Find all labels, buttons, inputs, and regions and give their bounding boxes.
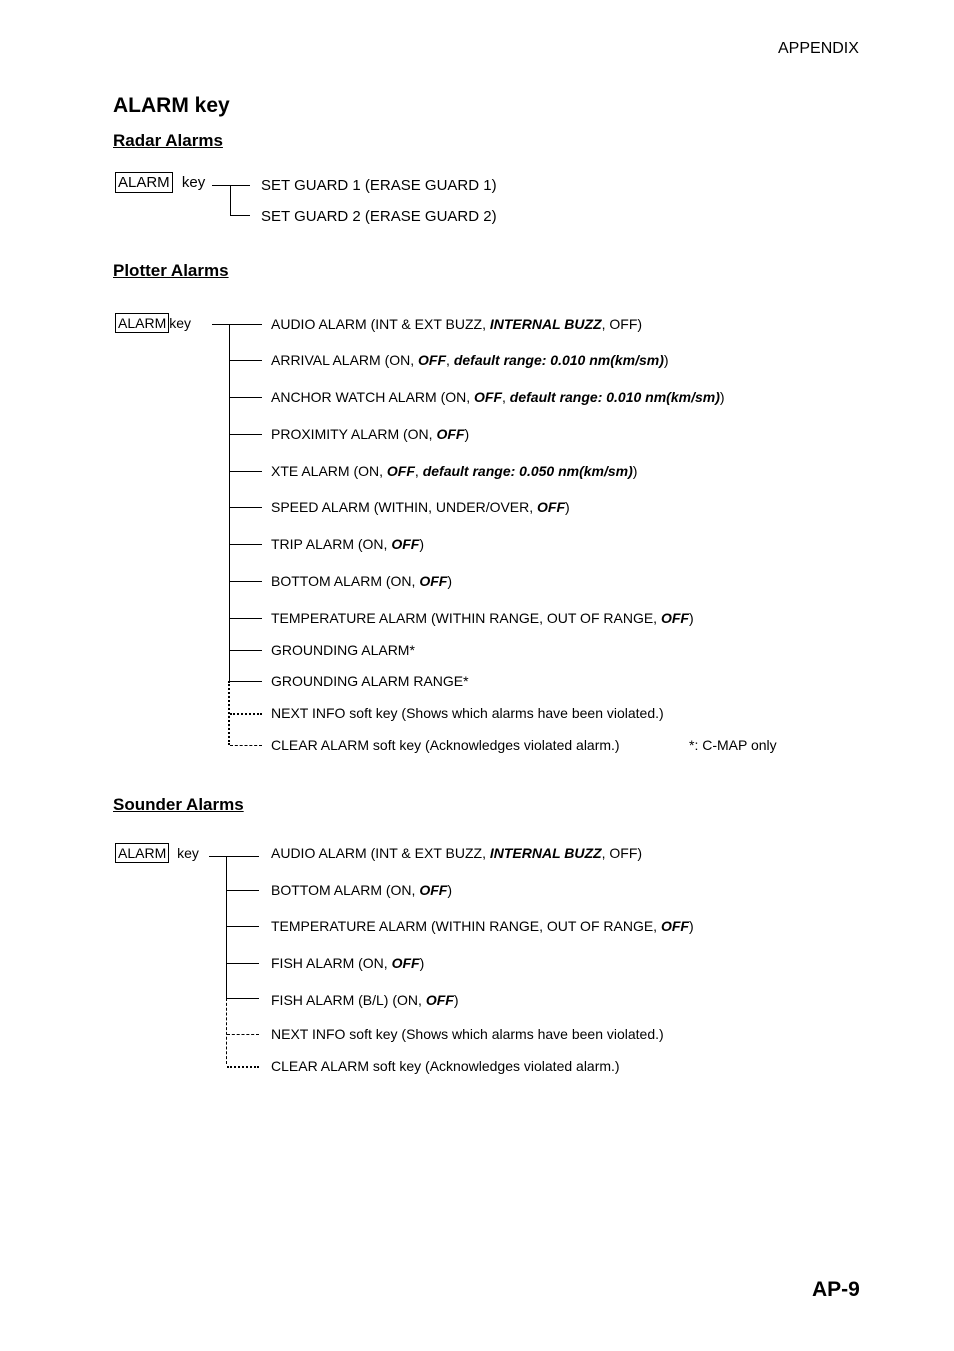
plotter-item-em: OFF xyxy=(386,463,415,479)
plotter-item-post: ) xyxy=(688,610,694,626)
sounder-item-post: ) xyxy=(453,992,459,1008)
plotter-item xyxy=(271,389,725,405)
plotter-key-label xyxy=(115,315,191,331)
radar-trunk xyxy=(230,185,231,215)
sounder-item-pre: TEMPERATURE ALARM (WITHIN RANGE, OUT OF RANGE, xyxy=(271,918,661,934)
plotter-branch-9 xyxy=(230,650,262,651)
sounder-item xyxy=(271,882,452,898)
radar-connector xyxy=(212,185,250,186)
plotter-item xyxy=(271,573,452,589)
radar-alarm-key-box: ALARM xyxy=(115,172,173,193)
sounder-item xyxy=(271,1058,620,1074)
plotter-cmap-note: *: C-MAP only xyxy=(689,737,777,753)
plotter-item-post: ) xyxy=(632,463,638,479)
plotter-item-em: OFF xyxy=(419,573,448,589)
sounder-key-suffix: key xyxy=(177,845,199,861)
plotter-item-pre: NEXT INFO soft key (Shows which alarms have been violated.) xyxy=(271,705,664,721)
plotter-item-pre: TEMPERATURE ALARM (WITHIN RANGE, OUT OF RANGE, xyxy=(271,610,661,626)
sounder-item-pre: CLEAR ALARM soft key (Acknowledges violated alarm.) xyxy=(271,1058,620,1074)
plotter-item-pre: ANCHOR WATCH ALARM (ON, xyxy=(271,389,475,405)
sounder-key-label xyxy=(115,845,199,861)
sounder-trunk-dashed xyxy=(226,998,227,1064)
sounder-item-em: OFF xyxy=(425,992,454,1008)
plotter-item-mid: , xyxy=(502,389,510,405)
plotter-item xyxy=(271,463,637,479)
plotter-item xyxy=(271,610,694,626)
plotter-item-em: OFF xyxy=(418,352,447,368)
sounder-item-pre: FISH ALARM (B/L) (ON, xyxy=(271,992,426,1008)
plotter-alarms-heading: Plotter Alarms xyxy=(113,261,229,280)
plotter-branch-7 xyxy=(230,581,262,582)
plotter-item xyxy=(271,316,642,332)
sounder-item-em: INTERNAL BUZZ xyxy=(489,845,602,861)
sounder-item-post: ) xyxy=(419,955,425,971)
sounder-alarms-heading: Sounder Alarms xyxy=(113,795,244,814)
plotter-item-post: ) xyxy=(663,352,669,368)
sounder-item xyxy=(271,955,424,971)
plotter-item xyxy=(271,536,424,552)
sounder-branch-5 xyxy=(227,1034,259,1035)
plotter-branch-2 xyxy=(230,397,262,398)
plotter-item xyxy=(271,673,469,689)
sounder-item-post: , OFF) xyxy=(601,845,643,861)
radar-branch xyxy=(230,215,250,216)
page-number: AP-9 xyxy=(812,1278,860,1301)
plotter-item-pre: BOTTOM ALARM (ON, xyxy=(271,573,420,589)
sounder-trunk xyxy=(226,856,227,998)
plotter-key-suffix: key xyxy=(169,315,192,331)
sounder-item-post: ) xyxy=(688,918,694,934)
plotter-item-mid: , xyxy=(414,463,423,479)
plotter-item-em: OFF xyxy=(391,536,420,552)
plotter-item-pre: PROXIMITY ALARM (ON, xyxy=(271,426,437,442)
plotter-item-em2: default range: 0.010 nm(km/sm) xyxy=(509,389,720,405)
sounder-item xyxy=(271,1026,664,1042)
plotter-item-mid: , xyxy=(446,352,454,368)
page-title: ALARM key xyxy=(113,94,230,117)
sounder-item-pre: AUDIO ALARM (INT & EXT BUZZ, xyxy=(271,845,490,861)
plotter-branch-1 xyxy=(230,360,262,361)
sounder-item-em: OFF xyxy=(419,882,448,898)
plotter-item-em2: default range: 0.050 nm(km/sm) xyxy=(422,463,633,479)
radar-key-label xyxy=(115,174,205,191)
plotter-branch-12 xyxy=(230,745,262,746)
plotter-item-post: , OFF) xyxy=(601,316,643,332)
plotter-trunk xyxy=(229,324,230,681)
plotter-item-post: ) xyxy=(447,573,452,589)
plotter-item-post: ) xyxy=(719,389,725,405)
plotter-item-pre: CLEAR ALARM soft key (Acknowledges violated alarm.) xyxy=(271,737,620,753)
plotter-item-pre: XTE ALARM (ON, xyxy=(271,463,387,479)
plotter-item-pre: TRIP ALARM (ON, xyxy=(271,536,392,552)
plotter-item-pre: GROUNDING ALARM* xyxy=(271,642,415,658)
plotter-connector xyxy=(212,324,262,325)
plotter-item xyxy=(271,705,664,721)
plotter-alarm-key-box: ALARM xyxy=(115,313,169,333)
plotter-item-post: ) xyxy=(419,536,424,552)
plotter-item-pre: ARRIVAL ALARM (ON, xyxy=(271,352,419,368)
sounder-branch-3 xyxy=(227,963,259,964)
radar-item-guard2: SET GUARD 2 (ERASE GUARD 2) xyxy=(261,208,497,225)
plotter-item-pre: SPEED ALARM (WITHIN, UNDER/OVER, xyxy=(271,499,538,515)
plotter-item-pre: GROUNDING ALARM RANGE* xyxy=(271,673,469,689)
sounder-item-pre: NEXT INFO soft key (Shows which alarms have been violated.) xyxy=(271,1026,664,1042)
plotter-item xyxy=(271,737,620,753)
plotter-item-em2: default range: 0.010 nm(km/sm) xyxy=(453,352,664,368)
plotter-branch-5 xyxy=(230,507,262,508)
plotter-item xyxy=(271,642,415,658)
sounder-item xyxy=(271,992,458,1008)
plotter-branch-11 xyxy=(230,713,262,715)
radar-alarms-heading: Radar Alarms xyxy=(113,131,223,150)
sounder-item xyxy=(271,918,694,934)
plotter-branch-10 xyxy=(230,681,262,682)
sounder-item-pre: BOTTOM ALARM (ON, xyxy=(271,882,420,898)
plotter-item-post: ) xyxy=(565,499,570,515)
sounder-item-em: OFF xyxy=(391,955,420,971)
sounder-item-post: ) xyxy=(447,882,452,898)
sounder-connector xyxy=(209,856,259,857)
sounder-branch-1 xyxy=(227,890,259,891)
sounder-item-em: OFF xyxy=(660,918,689,934)
plotter-item xyxy=(271,352,669,368)
radar-item-guard1: SET GUARD 1 (ERASE GUARD 1) xyxy=(261,177,497,194)
plotter-item-pre: AUDIO ALARM (INT & EXT BUZZ, xyxy=(271,316,490,332)
sounder-branch-6 xyxy=(227,1066,259,1068)
sounder-branch-4 xyxy=(227,998,259,999)
sounder-branch-2 xyxy=(227,926,259,927)
sounder-item-pre: FISH ALARM (ON, xyxy=(271,955,392,971)
sounder-alarm-key-box: ALARM xyxy=(115,843,169,863)
plotter-item-em: OFF xyxy=(436,426,465,442)
sounder-item xyxy=(271,845,642,861)
plotter-item-em: INTERNAL BUZZ xyxy=(489,316,602,332)
plotter-branch-3 xyxy=(230,434,262,435)
plotter-item xyxy=(271,426,469,442)
plotter-item xyxy=(271,499,570,515)
plotter-item-em: OFF xyxy=(474,389,503,405)
header-appendix: APPENDIX xyxy=(778,40,859,57)
plotter-item-post: ) xyxy=(464,426,470,442)
plotter-item-em: OFF xyxy=(537,499,566,515)
plotter-item-em: OFF xyxy=(660,610,689,626)
plotter-branch-6 xyxy=(230,544,262,545)
plotter-branch-4 xyxy=(230,471,262,472)
plotter-branch-8 xyxy=(230,618,262,619)
radar-key-suffix: key xyxy=(181,174,206,191)
